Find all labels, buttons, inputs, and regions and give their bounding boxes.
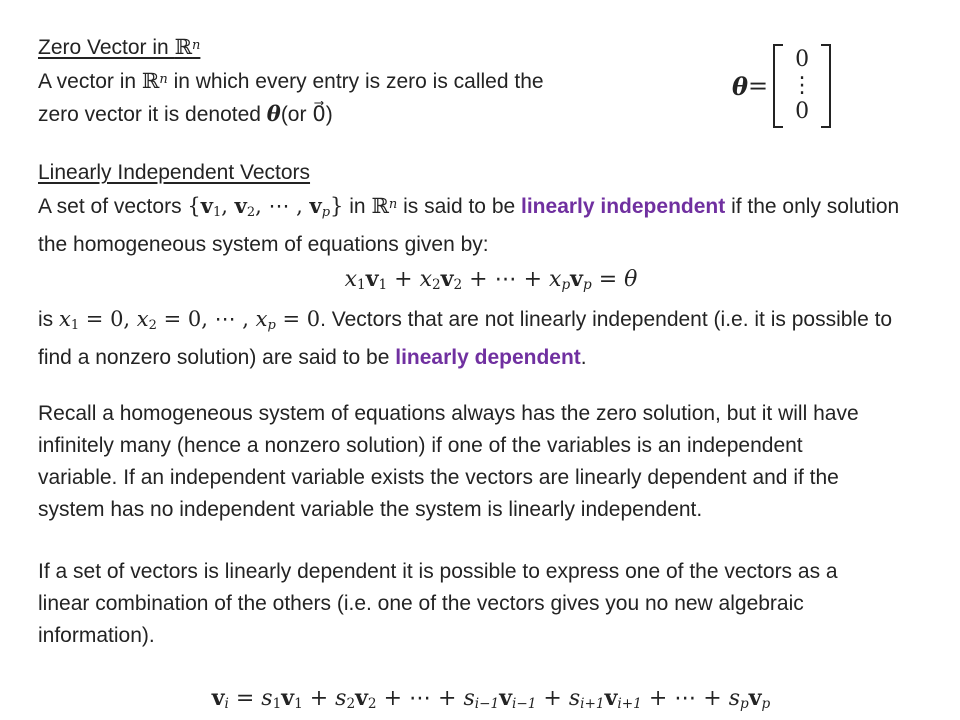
text-run: n [192,38,201,53]
text-run: p [561,277,571,294]
text-run: + [387,267,420,293]
text-run: v [499,685,512,712]
text-run: 1 [294,696,303,713]
text-run: θ [624,267,638,293]
text-run: ℝ [371,194,389,219]
text-run: 2 [453,277,463,294]
dependence-paragraph [38,556,944,652]
text-run: v [281,685,295,712]
zero-vector-matrix [773,44,831,128]
text-run: in [343,195,372,219]
recall-line-1: Recall a homogeneous system of equations always has the zero solution, but it will have [38,402,859,426]
text-run: s [568,686,581,712]
text-run: 2 [432,277,441,294]
recall-paragraph [38,398,944,526]
text-run: is [38,308,59,332]
text-run: θ [266,101,281,127]
text-run: v [748,685,762,712]
text-run: 1 [70,318,80,334]
text-run: s [463,686,475,712]
text-run: Linearly Independent Vectors [38,161,311,185]
text-run: v [211,685,225,712]
text-run: the homogeneous system of equations given by: [38,233,489,257]
text-run: s [335,686,347,712]
text-run: find a nonzero solution) are said to be [38,346,396,370]
slide-content [38,30,944,720]
text-run: v [440,266,454,293]
linear-independence-line-1 [38,189,944,229]
text-run: 2 [148,318,157,334]
text-run: + [302,686,336,712]
text-run: = [228,686,262,712]
text-run: + ⋯ + [462,267,550,293]
text-run: linearly dependent [395,346,581,370]
dependence-line-1: If a set of vectors is linearly dependent it is possible to express one of the vectors as a [38,560,838,584]
zero-vector-definition [732,44,831,128]
matrix-bracket-left [773,44,783,128]
text-run: 2 [346,696,356,713]
text-run: i−1 [511,696,537,713]
text-run: v [355,685,368,712]
text-run: v [234,193,247,219]
text-run: x [549,267,562,293]
linear-independence-line-4 [38,342,944,374]
text-run: zero vector it is denoted [38,103,267,127]
text-run: v [365,266,379,293]
text-run: v [309,193,322,219]
text-run: p [761,696,771,713]
text-run: p [582,277,592,294]
dependence-line-2: linear combination of the others (i.e. one of the vectors gives you no new algebraic [38,592,804,616]
text-run: 1 [357,277,366,294]
text-run: + ⋯ + [641,686,729,712]
text-run: A set of vectors [38,195,188,219]
matrix-entry-dots: ⋮ [791,73,814,98]
text-run: is said to be [397,195,522,219]
text-run: i+1 [617,696,642,713]
text-run: ℝ [174,35,193,60]
text-run: . Vectors that are not linearly independent (i.e. it is possible to [320,308,893,332]
text-run: x [344,267,358,293]
text-run: 1 [212,205,222,221]
text-run: n [388,197,398,213]
linear-independence-heading [38,157,944,189]
text-run: i−1 [474,696,500,713]
text-run: v [570,266,583,293]
text-run: (or [280,103,313,127]
text-run: p [321,205,331,221]
text-run: i [224,696,229,713]
dependence-line-3: information). [38,624,155,648]
text-run: A vector in [38,70,142,94]
text-run: . [580,346,587,370]
text-run: p [267,318,276,334]
text-run: v [604,685,618,712]
text-run: 1 [378,277,388,294]
theta-equals [732,72,768,101]
text-run: s [728,686,740,712]
text-run: = 0, [79,307,137,332]
text-run: = [748,72,769,100]
text-run: p [740,696,749,713]
text-run: ) [325,103,333,127]
text-run: + [536,686,569,712]
text-run: x [136,307,149,332]
matrix-entry: 0 [795,99,810,124]
text-run: linearly independent [521,195,726,219]
matrix-entry: 0 [795,47,810,72]
recall-line-3: variable. If an independent variable exists the vectors are linearly dependent and if the [38,466,839,490]
text-run: s [261,686,273,712]
text-run: } [330,194,344,219]
text-run: x [255,307,268,332]
text-run: + ⋯ + [376,686,464,712]
text-run: = 0 [275,307,321,332]
text-run: i+1 [580,696,605,713]
text-run: Zero Vector in [38,36,175,60]
text-run: = [591,267,625,293]
text-run: x [419,267,433,293]
text-run: 2 [367,696,377,713]
text-run: = 0, ⋯ , [156,307,256,332]
text-run: { [187,194,201,219]
linear-combination-equation [38,680,944,720]
text-run: n [159,72,168,88]
matrix-bracket-right [821,44,831,128]
text-run: if the only solution [725,195,900,219]
text-run: x [59,307,71,332]
text-run: 0⃗ [312,102,326,127]
text-run: θ [732,71,749,101]
recall-line-4: system has no independent variable the system is linearly independent. [38,498,703,522]
text-run: , [221,194,235,219]
homogeneous-system-equation [38,261,944,303]
text-run: in which every entry is zero is called the [167,70,544,94]
text-run: 1 [272,696,282,713]
matrix-column [783,44,821,128]
linear-independence-line-2 [38,229,944,261]
text-run: , ⋯ , [255,194,310,219]
text-run: 2 [246,205,256,221]
text-run: v [200,193,213,219]
text-run: ℝ [141,69,160,94]
recall-line-2: infinitely many (hence a nonzero solution) if one of the variables is an independent [38,434,803,458]
linear-independence-line-3 [38,303,944,342]
